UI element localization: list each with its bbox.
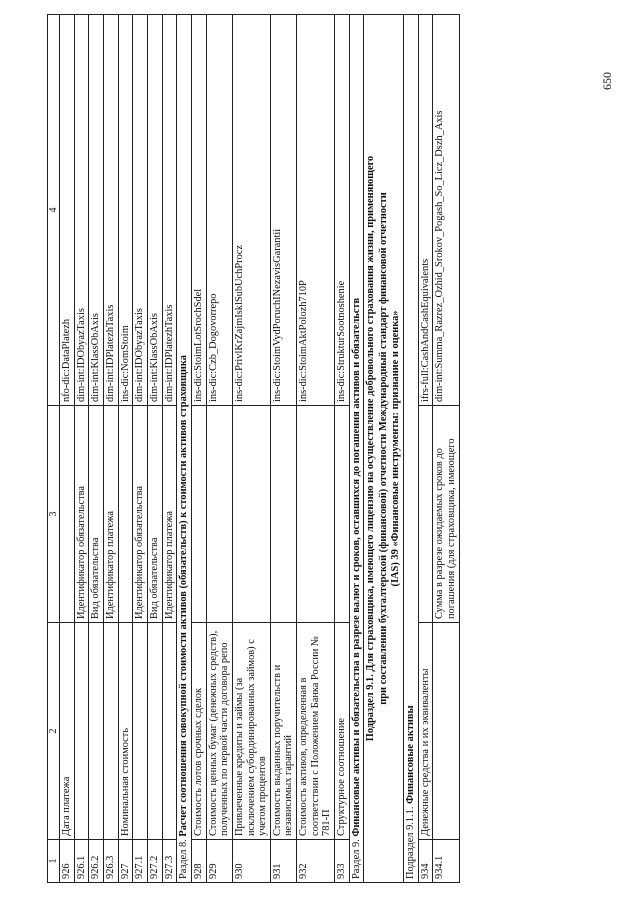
- table-cell-c1: 928: [191, 840, 206, 883]
- table-cell-c4: nfo-dic:DataPlatezh: [60, 15, 75, 406]
- table-cell-c2: [74, 623, 89, 840]
- column-header-4: 4: [48, 15, 60, 406]
- table-row: [74, 15, 89, 883]
- table-cell-c2: [162, 623, 177, 840]
- table-cell-c1: 927.2: [148, 840, 163, 883]
- table-cell-c1: 926.3: [104, 840, 119, 883]
- table-row: [162, 15, 177, 883]
- table-row: [89, 15, 104, 883]
- column-header-1: 1: [48, 840, 60, 883]
- table-cell-c2: [104, 623, 119, 840]
- table-cell-c1: 933: [335, 840, 350, 883]
- table-cell-c1: 930: [232, 840, 270, 883]
- table-cell-c2: Стоимость выданных поручительств и независимых гарантий: [270, 623, 296, 840]
- subsection-heading: [364, 15, 404, 883]
- table-cell-c4: dim-int:Summa_Razrez_Ozhid_Srokov_Pogash_So_Licz_Dszh_Axis: [433, 15, 459, 406]
- section-number: Раздел 8.: [178, 836, 190, 879]
- table-cell-c2: Привлеченные кредиты и займы (за исключением субординированных займов) с учетом процентов: [232, 623, 270, 840]
- table-cell-c4: ins-dic:StoimAktPolozh710P: [297, 15, 335, 406]
- table-row: [433, 15, 459, 883]
- table-cell-c3: Идентификатор обязательства: [133, 406, 148, 623]
- page-number: 650: [600, 72, 614, 90]
- table-cell-c2: [148, 623, 163, 840]
- table-cell-c4: ins-dic:StoimVydPoruchINezavisGarantii: [270, 15, 296, 406]
- section-title: Финансовые активы и обязательства в разрезе валют и сроков, оставшихся до погашения активов и обязательств: [350, 297, 362, 837]
- section-heading: [404, 15, 419, 883]
- table-row: [60, 15, 75, 883]
- table-cell-c2: Денежные средства и их эквиваленты: [418, 623, 433, 840]
- table-row: [297, 15, 335, 883]
- table-cell-c2: Структурное соотношение: [335, 623, 350, 840]
- section-title: Финансовые активы: [405, 705, 417, 804]
- table-cell-c4: ins-dic:NomStoim: [118, 15, 133, 406]
- table-row: [133, 15, 148, 883]
- table-row: [335, 15, 350, 883]
- table-row: [270, 15, 296, 883]
- subsection-heading-row: [364, 15, 404, 883]
- table-cell-c2: Дата платежа: [60, 623, 75, 840]
- subsection-heading-line: при составлении бухгалтерской (финансовой) отчетности Международный стандарт финансовой отчетности: [377, 192, 389, 705]
- table-cell-c3: [232, 406, 270, 623]
- table-cell-c3: [418, 406, 433, 623]
- section-heading: [177, 15, 192, 883]
- column-header-3: 3: [48, 406, 60, 623]
- section-heading: [349, 15, 364, 883]
- table-cell-c4: dim-int:IDPlatezhTaxis: [104, 15, 119, 406]
- table-cell-c2: Стоимость активов, определенная в соответствии с Положением Банка России № 781-П: [297, 623, 335, 840]
- table-cell-c3: [118, 406, 133, 623]
- table-cell-c3: [191, 406, 206, 623]
- table-cell-c3: Сумма в разрезе ожидаемых сроков до погашения (для страховщика, имеющего: [433, 406, 459, 623]
- table-cell-c1: 927: [118, 840, 133, 883]
- table-cell-c1: 929: [206, 840, 232, 883]
- table-cell-c3: Идентификатор платежа: [104, 406, 119, 623]
- table-cell-c4: ins-dic:PrivlKrZajmIsklSubUchProcz: [232, 15, 270, 406]
- section-heading-row: [349, 15, 364, 883]
- table-cell-c1: 926: [60, 840, 75, 883]
- table-cell-c3: [270, 406, 296, 623]
- table-cell-c2: Стоимость лотов срочных сделок: [191, 623, 206, 840]
- subsection-heading-line: Подраздел 9.1. Для страховщика, имеющего лицензию на осуществление добровольного страхования жизни, применяющего: [365, 155, 377, 742]
- table-cell-c4: ifrs-full:CashAndCashEquivalents: [418, 15, 433, 406]
- table-cell-c1: 931: [270, 840, 296, 883]
- column-header-2: 2: [48, 623, 60, 840]
- table-cell-c1: 934: [418, 840, 433, 883]
- table-cell-c4: ins-dic:Czb_Dogovorrepo: [206, 15, 232, 406]
- table-cell-c2: Стоимость ценных бумаг (денежных средств), полученных по первой части договора репо: [206, 623, 232, 840]
- column-number-header-row: [48, 15, 60, 883]
- table-row: [232, 15, 270, 883]
- table-row: [118, 15, 133, 883]
- section-title: Расчет соотношения совокупной стоимости активов (обязательств) к стоимости активов страховщика: [178, 355, 190, 837]
- table-cell-c4: dim-int:KlassObAxis: [89, 15, 104, 406]
- table-cell-c3: Идентификатор обязательства: [74, 406, 89, 623]
- table-cell-c3: [60, 406, 75, 623]
- table-cell-c3: Вид обязательства: [89, 406, 104, 623]
- table-cell-c3: [297, 406, 335, 623]
- table-row: [191, 15, 206, 883]
- section-number: Подраздел 9.1.1.: [405, 803, 417, 879]
- table-row: [206, 15, 232, 883]
- table-cell-c3: [335, 406, 350, 623]
- table-cell-c4: ins-dic:StrukturSootnoshenie: [335, 15, 350, 406]
- table-row: [148, 15, 163, 883]
- table-cell-c3: [206, 406, 232, 623]
- section-number: Раздел 9.: [350, 836, 362, 879]
- table-cell-c2: Номинальная стоимость: [118, 623, 133, 840]
- table-cell-c4: dim-int:KlassObAxis: [148, 15, 163, 406]
- table-cell-c2: [133, 623, 148, 840]
- table-cell-c1: 934.1: [433, 840, 459, 883]
- taxonomy-table: [47, 14, 460, 883]
- table-cell-c4: dim-int:IDObyazTaxis: [74, 15, 89, 406]
- table-cell-c4: ins-dic:StoimLotSrochSdel: [191, 15, 206, 406]
- table-cell-c2: [433, 623, 459, 840]
- table-cell-c3: Идентификатор платежа: [162, 406, 177, 623]
- table-cell-c1: 926.2: [89, 840, 104, 883]
- table-cell-c1: 927.3: [162, 840, 177, 883]
- section-heading-row: [404, 15, 419, 883]
- table-cell-c3: Вид обязательства: [148, 406, 163, 623]
- subsection-heading-line: (IAS) 39 «Финансовые инструменты: признание и оценка»: [389, 310, 401, 587]
- table-cell-c1: 926.1: [74, 840, 89, 883]
- table-cell-c4: dim-int:IDPlatezhTaxis: [162, 15, 177, 406]
- table-cell-c4: dim-int:IDObyazTaxis: [133, 15, 148, 406]
- table-cell-c1: 927.1: [133, 840, 148, 883]
- table-cell-c1: 932: [297, 840, 335, 883]
- section-heading-row: [177, 15, 192, 883]
- table-row: [104, 15, 119, 883]
- table-cell-c2: [89, 623, 104, 840]
- table-row: [418, 15, 433, 883]
- rotated-page-content: [47, 43, 587, 883]
